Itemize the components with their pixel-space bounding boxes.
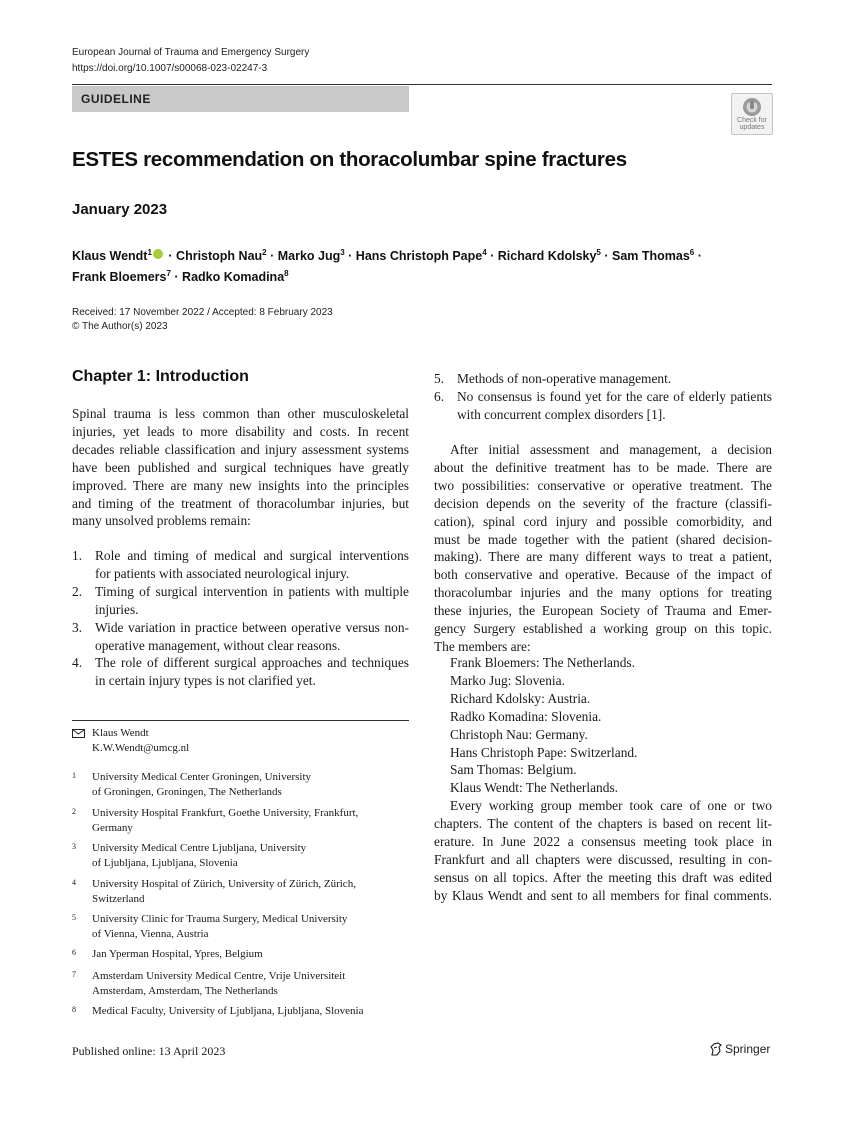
- author-aff: 2: [262, 248, 267, 257]
- text-line: improved. There are many new insights into the principles: [72, 477, 409, 493]
- member-item: Radko Komadina: Slovenia.: [450, 708, 602, 724]
- text-line: and timing of the treatment of thoracolumbar injuries, but: [72, 495, 409, 511]
- affiliation-line: Amsterdam University Medical Centre, Vrije Universiteit: [92, 970, 346, 982]
- author-name[interactable]: Sam Thomas: [611, 249, 690, 264]
- author-name[interactable]: Marko Jug: [277, 249, 341, 264]
- assessment-paragraph: [434, 441, 772, 656]
- text-line: chapters. The content of the chapters is based on recent lit-: [434, 815, 772, 831]
- text-line: sensus on all topics. After the meeting this draft was edited: [434, 869, 772, 885]
- text-line: injuries, yet leads to more disability and costs. In recent: [72, 423, 409, 439]
- text-line: in certain injury types is not clarified yet.: [95, 673, 316, 689]
- affiliation-number: 6: [72, 948, 76, 957]
- list-number: 2.: [72, 583, 83, 599]
- author-aff: 8: [284, 269, 289, 279]
- list-number: 1.: [72, 548, 83, 563]
- affiliation-line: University Medical Centre Ljubljana, University: [92, 842, 307, 854]
- list-item: [72, 583, 409, 619]
- list-item: [434, 370, 772, 388]
- closing-paragraph: [434, 797, 772, 904]
- received-accepted: Received: 17 November 2022 / Accepted: 8 February 2023: [72, 307, 333, 318]
- text-line: operative management, without clear reasons.: [95, 637, 341, 653]
- affiliation-line: of Ljubljana, Ljubljana, Slovenia: [92, 857, 238, 869]
- author-aff: 5: [596, 248, 601, 257]
- article-title: ESTES recommendation on thoracolumbar spine fractures: [72, 148, 627, 171]
- text-line: No consensus is found yet for the care of elderly patients: [457, 388, 772, 404]
- member-item: Richard Kdolsky: Austria.: [450, 690, 591, 706]
- text-line: Methods of non-operative management.: [457, 371, 672, 386]
- affiliation-line: Germany: [92, 822, 133, 834]
- author-line-1: Klaus Wendt$^1$ · Christoph Nau$^2$ · Marko Jug$^3$ · Hans Christoph Pape$^4$ · Richard Kdolsky$^5$ · Sam Thomas$^6$ ·: [72, 248, 702, 264]
- text-line: erature. In June 2022 a consensus meeting took place in: [434, 833, 772, 849]
- member-item: Sam Thomas: Belgium.: [450, 762, 577, 778]
- affiliation-line: University Hospital Frankfurt, Goethe University, Frankfurt,: [92, 807, 359, 819]
- check-updates-line-2: updates: [739, 124, 765, 131]
- list-item: [72, 547, 409, 583]
- section-label: GUIDELINE: [81, 92, 151, 106]
- affiliation-number: 8: [72, 1005, 76, 1014]
- text-line: have been published and surgical techniques have greatly: [72, 459, 409, 475]
- problems-list-right: [434, 370, 772, 424]
- text-line: with concurrent complex disorders [1].: [457, 406, 666, 422]
- text-line: Frankfurt and all chapters were discussed, resulting in con-: [434, 851, 772, 867]
- author-name[interactable]: Hans Christoph Pape: [355, 249, 483, 264]
- affiliation-number: 5: [72, 913, 76, 922]
- author-aff: 3: [340, 248, 345, 257]
- published-online: Published online: 13 April 2023: [72, 1044, 226, 1058]
- author-line-2: Frank Bloemers$^7$ · Radko Komadina$^8$: [72, 269, 289, 285]
- text-line: by Klaus Wendt and sent to all members for final comments.: [434, 887, 772, 903]
- list-number: 4.: [72, 655, 83, 671]
- text-line: After initial assessment and management, a decision: [450, 442, 772, 457]
- publisher-logo: [709, 1042, 770, 1056]
- affiliation-number: 2: [72, 807, 76, 816]
- affiliation-line: of Groningen, Groningen, The Netherlands: [92, 786, 282, 798]
- text-line: must be made together with the patient (shared decision-: [434, 531, 772, 547]
- footnote-rule: [72, 720, 409, 721]
- section-label-bar: [72, 86, 409, 112]
- text-line: injuries.: [95, 601, 139, 617]
- member-item: Klaus Wendt: The Netherlands.: [450, 780, 619, 796]
- doi-link[interactable]: https://doi.org/10.1007/s00068-023-02247-3: [72, 63, 268, 74]
- list-number: 6.: [434, 388, 445, 404]
- text-line: thoracolumbar injuries and the many options for treating: [434, 585, 772, 601]
- article-history: [72, 306, 333, 334]
- author-name[interactable]: Frank Bloemers: [72, 270, 167, 285]
- affiliation-line: University Hospital of Zürich, University of Zürich, Zürich,: [92, 878, 356, 890]
- affiliation-number: 3: [72, 842, 76, 851]
- publisher-name: Springer: [725, 1042, 771, 1056]
- member-item: Marko Jug: Slovenia.: [450, 672, 565, 688]
- affiliation-line: Medical Faculty, University of Ljubljana, Ljubljana, Slovenia: [92, 1005, 364, 1017]
- corresponding-name: Klaus Wendt: [92, 727, 149, 739]
- article-date: January 2023: [72, 201, 168, 218]
- list-item: [72, 619, 409, 655]
- author-name[interactable]: Radko Komadina: [182, 270, 285, 285]
- list-item: [72, 654, 409, 690]
- member-item: Frank Bloemers: The Netherlands.: [450, 655, 635, 670]
- member-item: Hans Christoph Pape: Switzerland.: [450, 744, 638, 760]
- text-line: The members are:: [434, 638, 531, 654]
- text-line: decades reliable classification and injury assessment systems: [72, 441, 409, 457]
- springer-horse-icon: [709, 1042, 723, 1056]
- author-name[interactable]: Klaus Wendt: [72, 249, 148, 264]
- member-item: Christoph Nau: Germany.: [450, 726, 588, 742]
- orcid-icon[interactable]: [153, 249, 163, 259]
- text-line: Role and timing of medical and surgical interventions: [95, 548, 409, 563]
- affiliation-line: University Clinic for Trauma Surgery, Medical University: [92, 913, 348, 925]
- text-line: Every working group member took care of one or two: [450, 798, 772, 813]
- affiliation-line: Switzerland: [92, 893, 145, 905]
- journal-header: [72, 45, 309, 77]
- copyright: © The Author(s) 2023: [72, 321, 168, 332]
- check-updates-line-1: Check for: [737, 117, 767, 124]
- text-line: these injuries, the European Society of Trauma and Emer-: [434, 603, 772, 619]
- text-line: cation), spinal cord injury and possible comorbidity, and: [434, 513, 772, 529]
- check-for-updates-badge[interactable]: [731, 93, 773, 135]
- author-aff: 1: [147, 248, 152, 257]
- text-line: decision depends on the severity of the fracture (classifi-: [434, 495, 772, 511]
- author-name[interactable]: Richard Kdolsky: [497, 249, 597, 264]
- list-number: 5.: [434, 371, 445, 386]
- text-line: making). There are many different ways to treat a patient,: [434, 549, 772, 565]
- affiliation-line: Jan Yperman Hospital, Ypres, Belgium: [92, 948, 263, 960]
- text-line: many unsolved problems remain:: [72, 513, 251, 529]
- affiliation-number: 1: [72, 771, 76, 780]
- text-line: gency Surgery established a working group on this topic.: [434, 621, 772, 637]
- text-line: two possibilities: conservative or operative treatment. The: [434, 477, 772, 493]
- problems-list-left: [72, 547, 409, 690]
- affiliation-line: Amsterdam, Amsterdam, The Netherlands: [92, 985, 278, 997]
- affiliation-line: of Vienna, Vienna, Austria: [92, 928, 209, 940]
- text-line: for patients with associated neurological injury.: [95, 565, 350, 581]
- author-aff: 6: [689, 248, 695, 257]
- text-line: both conservative and operative. Because of the impact of: [434, 567, 772, 583]
- check-updates-icon: [742, 97, 762, 117]
- envelope-icon: [72, 729, 85, 738]
- chapter-heading: Chapter 1: Introduction: [72, 368, 249, 385]
- affiliation-line: University Medical Center Groningen, University: [92, 771, 312, 783]
- author-aff: 4: [482, 248, 487, 257]
- text-line: about the definitive treatment has to be made. There are: [434, 459, 772, 475]
- corresponding-email[interactable]: K.W.Wendt@umcg.nl: [92, 742, 190, 754]
- journal-name: European Journal of Trauma and Emergency Surgery: [72, 47, 310, 58]
- list-number: 3.: [72, 619, 83, 635]
- author-list: [72, 244, 772, 286]
- text-line: The role of different surgical approaches and techniques: [95, 655, 409, 671]
- members-list: [450, 654, 637, 797]
- affiliation-number: 7: [72, 970, 76, 979]
- author-name[interactable]: Christoph Nau: [176, 249, 263, 264]
- author-aff: 7: [166, 269, 171, 279]
- text-line: Timing of surgical intervention in patients with multiple: [95, 583, 409, 599]
- header-rule: [72, 84, 772, 85]
- affiliation-number: 4: [72, 878, 76, 887]
- intro-paragraph: [72, 405, 409, 530]
- text-line: Wide variation in practice between operative versus non-: [95, 619, 409, 635]
- text-line: Spinal trauma is less common than other musculoskeletal: [72, 406, 409, 421]
- list-item: [434, 388, 772, 424]
